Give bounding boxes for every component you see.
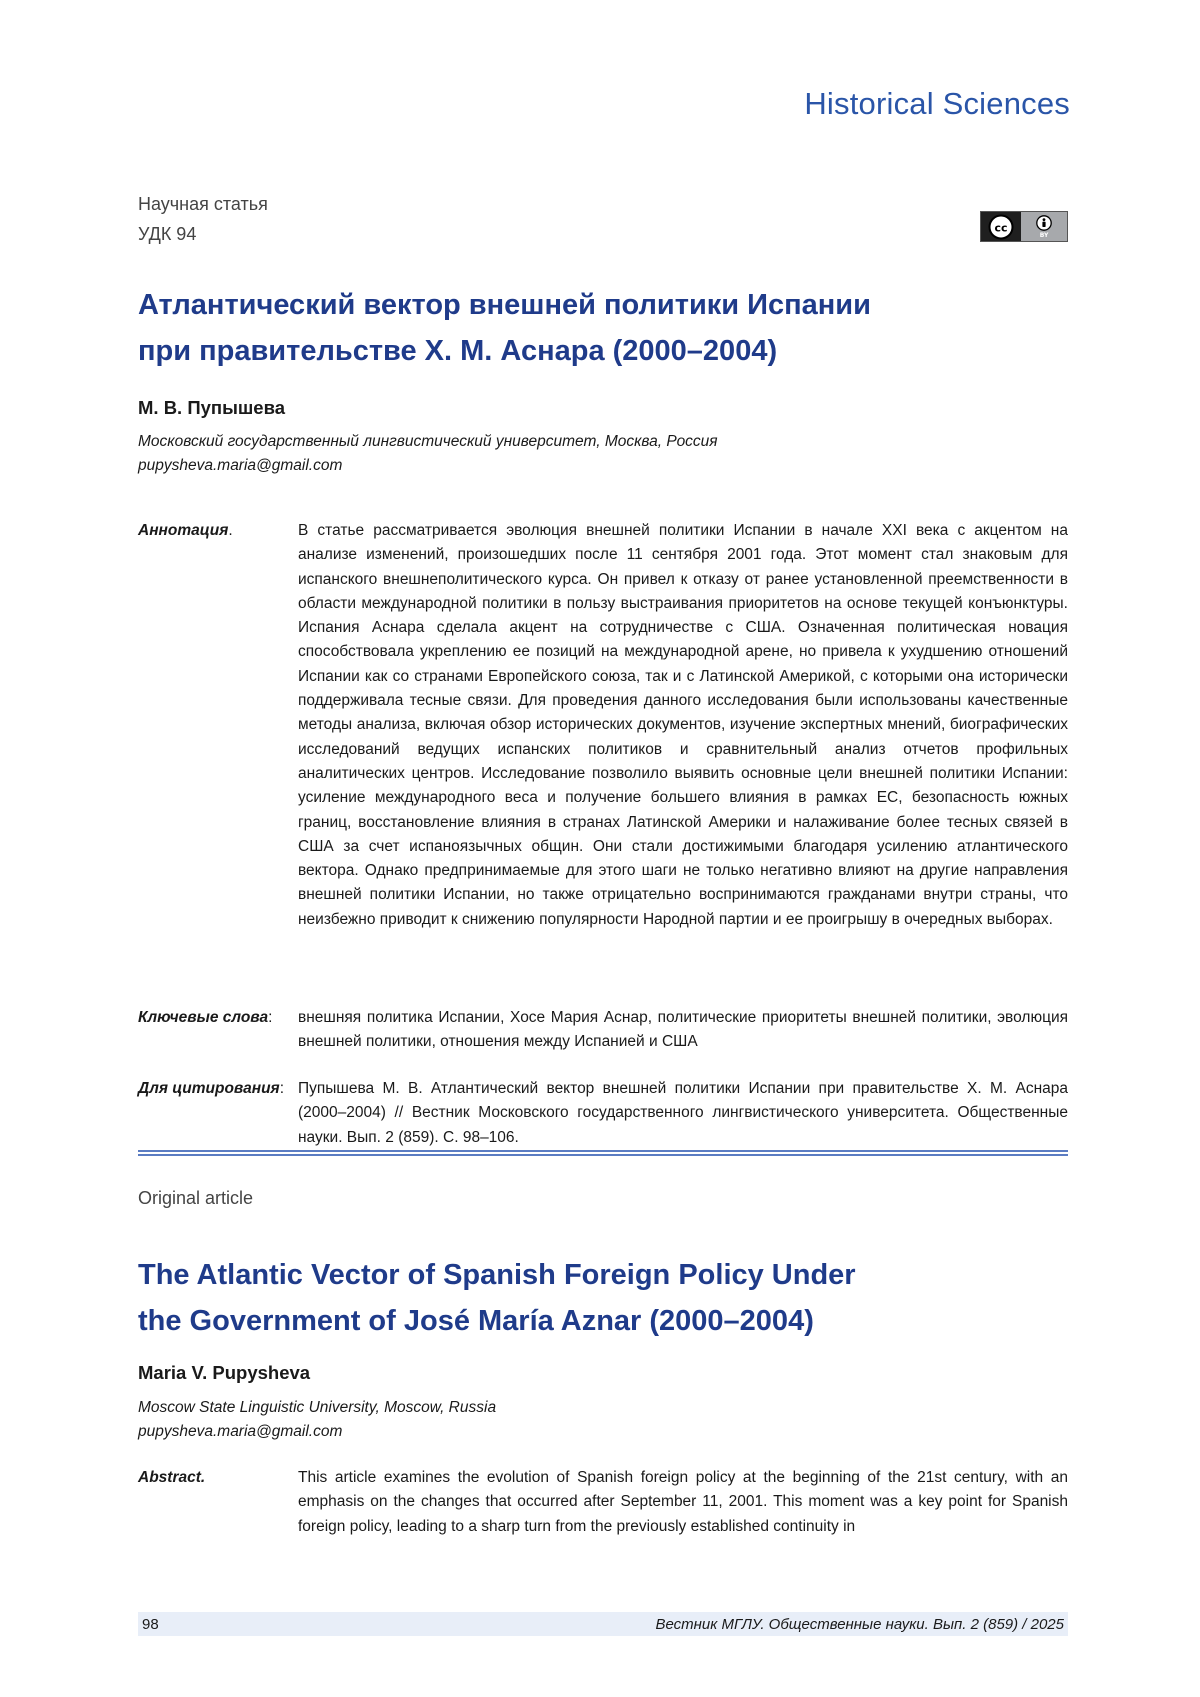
- email-en[interactable]: pupysheva.maria@gmail.com: [138, 1420, 496, 1444]
- title-en-line-2: the Government of José María Aznar (2000–2004): [138, 1298, 856, 1344]
- article-title-en: [138, 1252, 856, 1344]
- affiliation-en-block: [138, 1396, 496, 1444]
- by-label: BY: [1040, 232, 1049, 239]
- abstract-text-en: This article examines the evolution of Spanish foreign policy at the beginning of the 21st century, with an emphasis on the changes that occurred after September 11, 2001. This moment was a key point for Spanish foreign policy, leading to a sharp turn from the previously established continuity in: [298, 1466, 1068, 1539]
- title-ru-line-2: при правительстве Х. М. Аснара (2000–2004): [138, 328, 871, 374]
- journal-issue: Вестник МГЛУ. Общественные науки. Вып. 2 (859) / 2025: [655, 1616, 1064, 1633]
- by-attribution-icon: [1021, 212, 1067, 241]
- author-en: Maria V. Pupysheva: [138, 1362, 310, 1384]
- section-heading: Historical Sciences: [804, 86, 1070, 122]
- keywords-label-ru: Ключевые слова:: [138, 1006, 272, 1030]
- cc-icon: [981, 212, 1021, 241]
- citation-text-ru: Пупышева М. В. Атлантический вектор внешней политики Испании при правительстве Х. М. Аснара (2000–2004) // Вестник Московского государственного лингвистического университета. Общественные науки. Вып. 2 (859). С. 98–106.: [298, 1077, 1068, 1150]
- cc-by-license-badge[interactable]: [980, 211, 1068, 242]
- section-divider: [138, 1150, 1068, 1156]
- citation-label-ru: Для цитирования:: [138, 1077, 284, 1101]
- affiliation-ru-block: [138, 430, 718, 478]
- article-title-ru: [138, 282, 871, 374]
- email-ru[interactable]: pupysheva.maria@gmail.com: [138, 454, 718, 478]
- affiliation-en: Moscow State Linguistic University, Moscow, Russia: [138, 1396, 496, 1420]
- article-type-ru: Научная статья: [138, 194, 268, 215]
- title-en-line-1: The Atlantic Vector of Spanish Foreign Policy Under: [138, 1252, 856, 1298]
- udk-code: УДК 94: [138, 224, 196, 245]
- keywords-text-ru: внешняя политика Испании, Хосе Мария Аснар, политические приоритеты внешней политики, эволюция внешней политики, отношения между Испанией и США: [298, 1006, 1068, 1055]
- svg-text:cc: cc: [994, 221, 1007, 234]
- page-number: 98: [142, 1616, 159, 1633]
- author-ru: М. В. Пупышева: [138, 397, 285, 419]
- title-ru-line-1: Атлантический вектор внешней политики Испании: [138, 282, 871, 328]
- abstract-text-ru: В статье рассматривается эволюция внешней политики Испании в начале XXI века с акцентом на анализе изменений, произошедших после 11 сентября 2001 года. Этот момент стал знаковым для испанского внешнеполитического курса. Он привел к отказу от ранее установленной преемственности в области международной политики в пользу выстраивания приоритетов на основе текущей конъюнктуры. Испания Аснара сделала акцент на сотрудничестве с США. Означенная политическая новация способствовала укреплению ее позиций на международной арене, но привела к ухудшению отношений Испании как со странами Европейского союза, так и с Латинской Америкой, с которыми она исторически поддерживала тесные связи. Для проведения данного исследования были использованы качественные методы анализа, включая обзор исторических документов, изучение экспертных мнений, биографических исследований ведущих испанских политиков и сравнительный анализ отчетов профильных аналитических центров. Исследование позволило выявить основные цели внешней политики Испании: усиление международного веса и получение большего влияния в рамках ЕС, безопасность южных границ, восстановление влияния в странах Латинской Америки и налаживание более тесных связей в США за счет испаноязычных общин. Они стали достижимыми благодаря усилению атлантического вектора. Однако предпринимаемые для этого шаги не только негативно влияют на другие направления внешней политики Испании, но также отрицательно воспринимаются гражданами внутри страны, что неизбежно приводит к снижению популярности Народной партии и ее проигрышу в очередных выборах.: [298, 519, 1068, 932]
- abstract-label-ru: Аннотация.: [138, 519, 233, 543]
- affiliation-ru: Московский государственный лингвистический университет, Москва, Россия: [138, 430, 718, 454]
- article-type-en: Original article: [138, 1188, 253, 1209]
- article-page: [0, 0, 1200, 1697]
- abstract-label-en: Abstract.: [138, 1466, 205, 1490]
- page-footer: [138, 1612, 1068, 1636]
